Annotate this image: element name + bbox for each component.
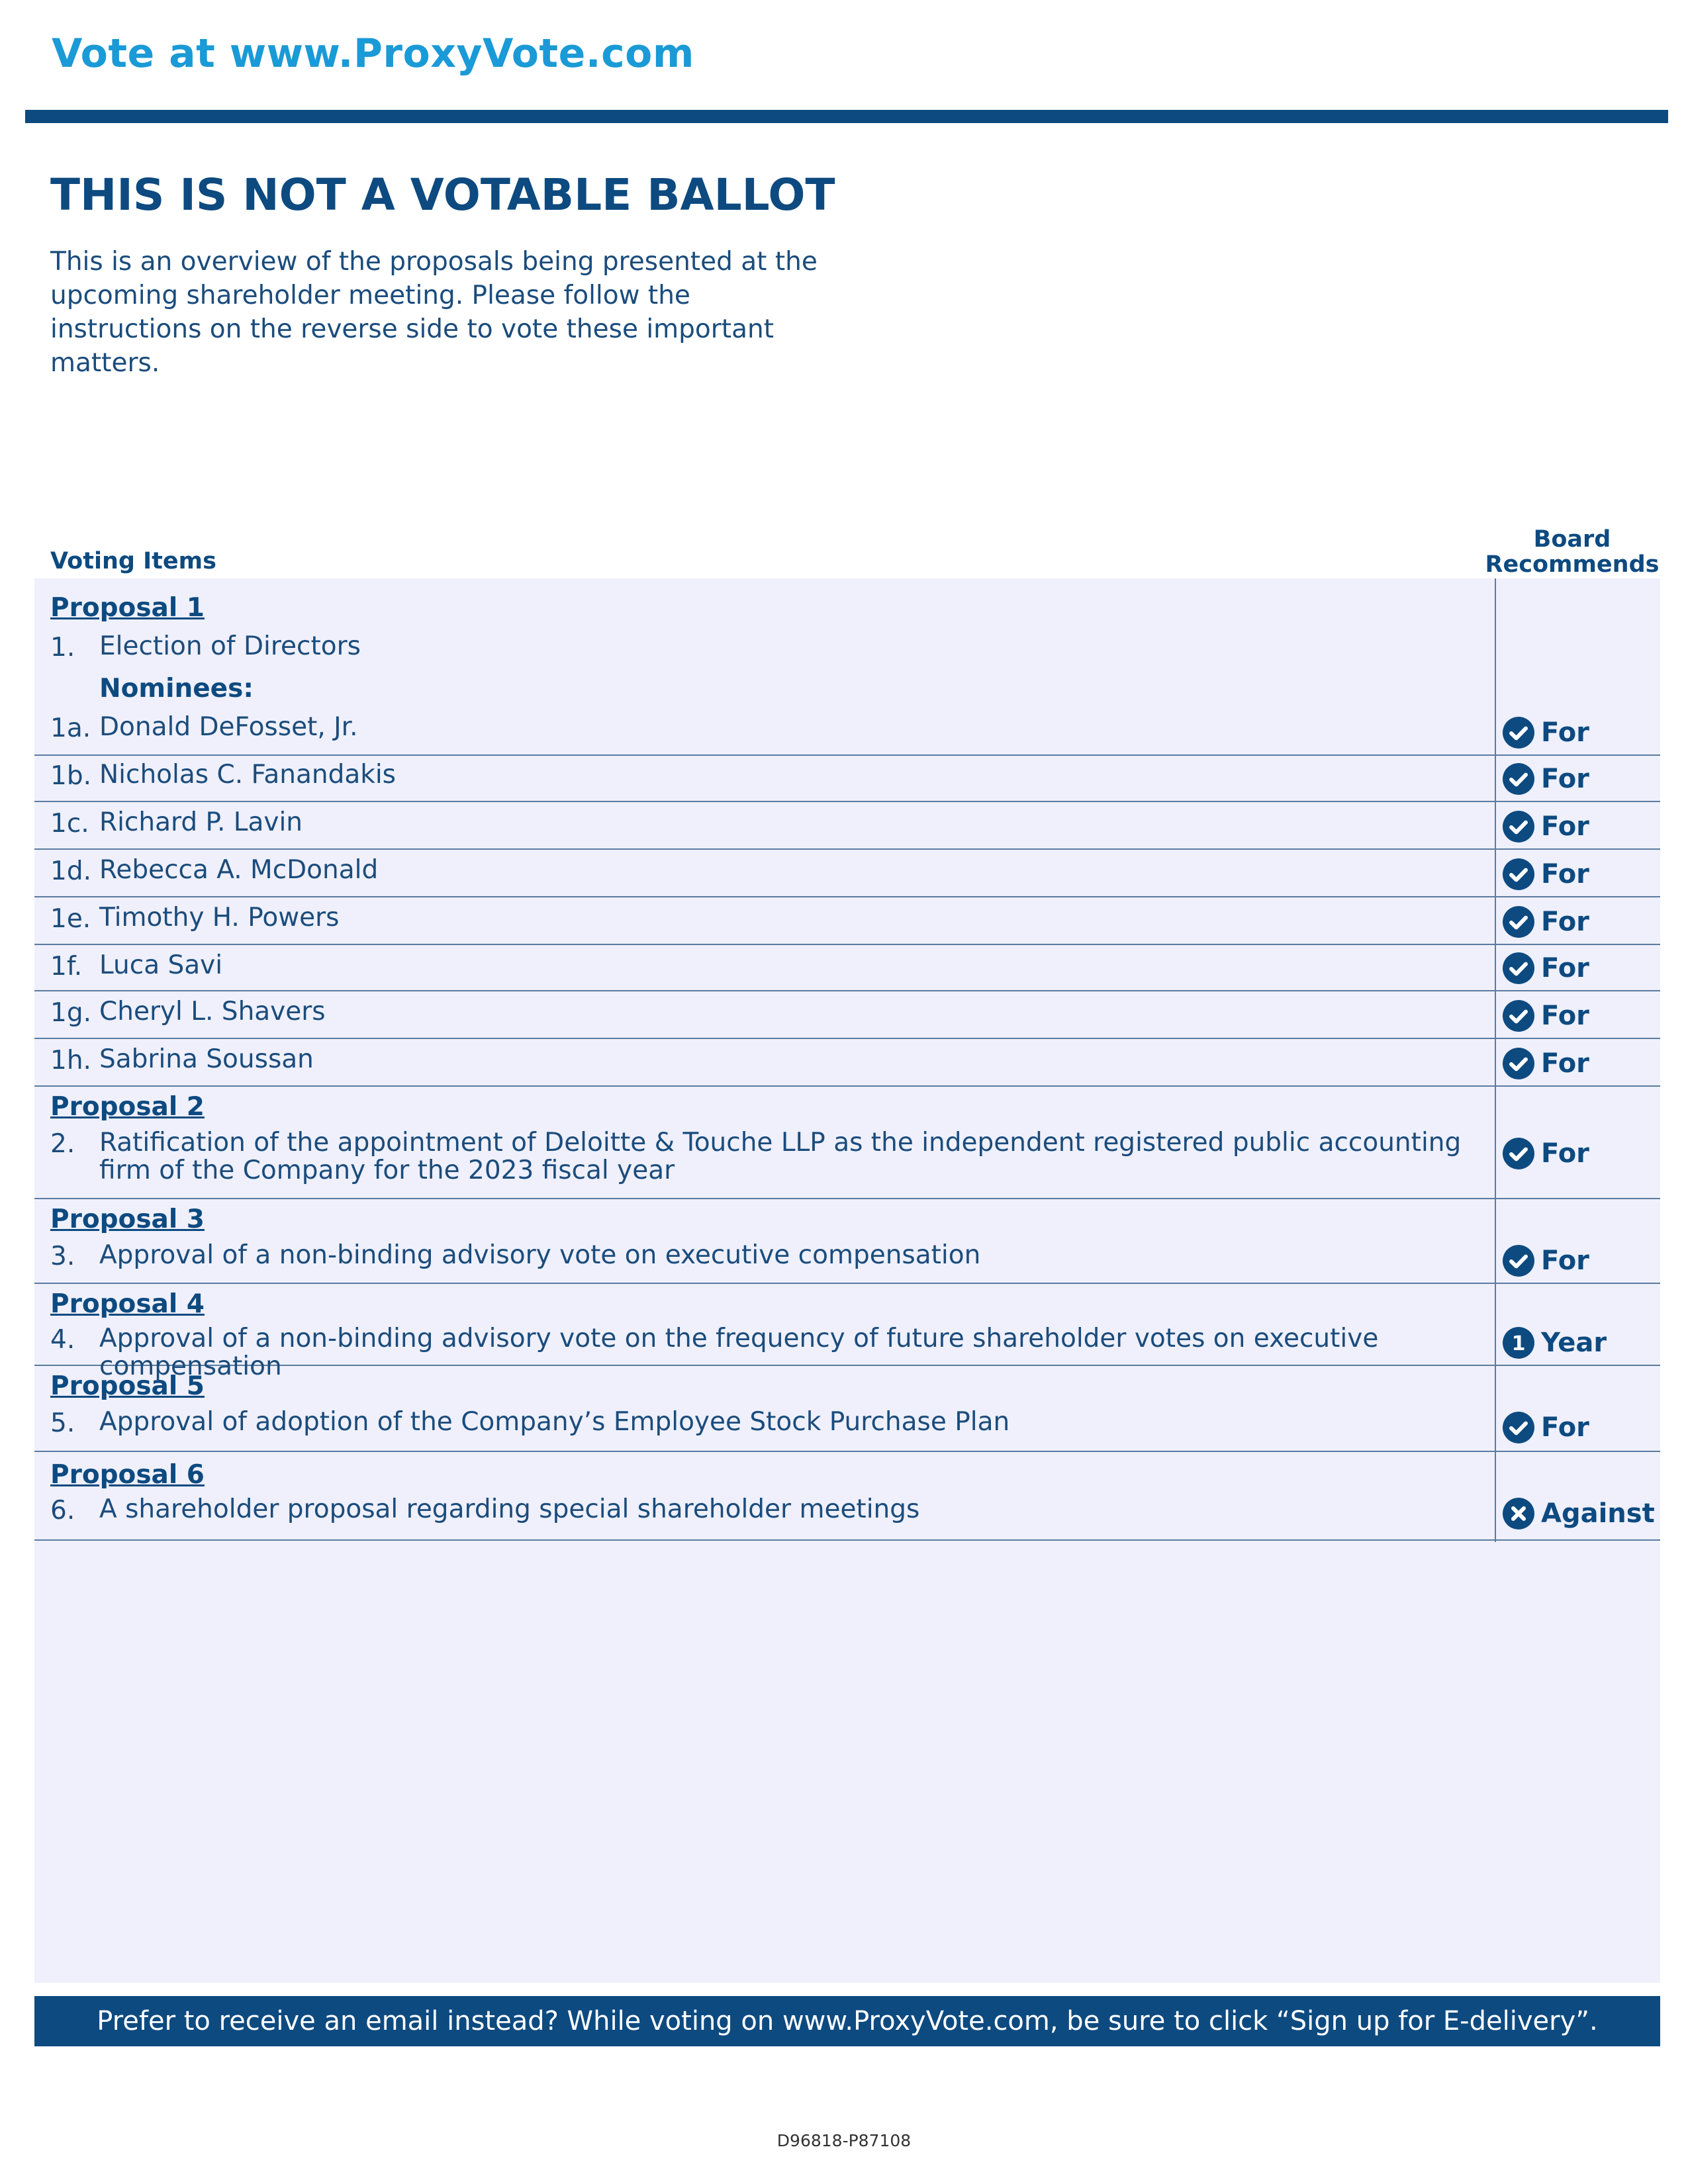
board-recommendation: [1503, 858, 1589, 891]
nominee-id: 1h.: [50, 1046, 91, 1075]
nominee-name: Rebecca A. McDonald: [99, 855, 379, 885]
board-recommends-header: [1483, 527, 1662, 577]
recommendation-label: For: [1541, 1048, 1589, 1079]
board-recommendation: [1503, 1326, 1607, 1359]
nominee-id: 1d.: [50, 856, 91, 886]
board-recommendation: [1503, 810, 1589, 843]
board-recommendation: [1503, 905, 1589, 938]
check-circle-icon: [1503, 1048, 1534, 1079]
proposal-number: 1.: [50, 633, 75, 662]
proposal-1-row: [34, 578, 1660, 756]
check-circle-icon: [1503, 858, 1534, 890]
board-recommendation: [1503, 1244, 1589, 1277]
nominee-row: [34, 991, 1660, 1039]
check-circle-icon: [1503, 1138, 1534, 1169]
recommendation-label: For: [1541, 811, 1589, 842]
check-circle-icon: [1503, 1000, 1534, 1032]
proposal-number: 6.: [50, 1496, 75, 1525]
document-code: D96818-P87108: [776, 2131, 912, 2150]
check-circle-icon: [1503, 906, 1534, 938]
check-circle-icon: [1503, 763, 1534, 795]
proposal-number: 3.: [50, 1242, 75, 1271]
recommendation-label: For: [1541, 907, 1589, 937]
edelivery-banner: [34, 1996, 1660, 2046]
nominee-row: [34, 802, 1660, 850]
nominee-name: Donald DeFosset, Jr.: [99, 712, 358, 742]
nominees-label: Nominees:: [99, 674, 254, 704]
board-recommendation: [1503, 1497, 1655, 1530]
recommendation-label: For: [1541, 1246, 1589, 1276]
proposal-number: 5.: [50, 1408, 75, 1438]
one-circle-icon-text: 1: [1511, 1332, 1526, 1355]
check-circle-icon: [1503, 717, 1534, 749]
proposal-number: 4.: [50, 1325, 75, 1355]
proposal-title: Proposal 5: [50, 1371, 205, 1401]
nominee-id: 1a.: [50, 713, 91, 743]
nominee-name: Cheryl L. Shavers: [99, 997, 326, 1026]
nominee-id: 1e.: [50, 904, 91, 934]
board-recommendation: [1503, 1047, 1589, 1080]
recommendation-label: Against: [1541, 1498, 1655, 1529]
check-circle-icon: [1503, 811, 1534, 842]
check-circle-icon: [1503, 1245, 1534, 1277]
recommendation-label: For: [1541, 1001, 1589, 1031]
proposal-title: Proposal 6: [50, 1460, 205, 1490]
proposal-text: Approval of a non-binding advisory vote on executive compensation: [99, 1240, 981, 1270]
proposal-text: Approval of adoption of the Company’s Employee Stock Purchase Plan: [99, 1407, 1010, 1437]
proposal-text: Election of Directors: [99, 631, 361, 661]
recommendation-label: For: [1541, 953, 1589, 983]
edelivery-text: Prefer to receive an email instead? While voting on www.ProxyVote.com, be sure to click “Sign up for E-delivery”.: [97, 2006, 1598, 2036]
proposal-title: Proposal 1: [50, 593, 205, 623]
proposal-text: Approval of a non-binding advisory vote on the frequency of future shareholder votes on executive compensation: [99, 1324, 1379, 1381]
nominee-id: 1g.: [50, 998, 91, 1028]
proposal-2-row: [34, 1087, 1660, 1199]
nominee-name: Nicholas C. Fanandakis: [99, 760, 396, 790]
voting-items-header: Voting Items: [50, 548, 216, 574]
board-recommendation: [1503, 1137, 1589, 1170]
nominee-id: 1f.: [50, 952, 83, 981]
board-recommendation: [1503, 952, 1589, 985]
nominee-name: Richard P. Lavin: [99, 807, 303, 837]
x-circle-icon: [1503, 1498, 1534, 1529]
intro-paragraph: This is an overview of the proposals being presented at the upcoming shareholder meeting. Please follow the instructions on the reverse side to vote these important matters.: [50, 247, 818, 378]
nominee-name: Luca Savi: [99, 950, 223, 980]
board-recommendation: [1503, 999, 1589, 1032]
proposal-text: Ratification of the appointment of Deloitte & Touche LLP as the independent registered public accounting firm of the Company for the 2023 fiscal year: [99, 1128, 1462, 1185]
recommendation-label: For: [1541, 764, 1589, 794]
nominee-id: 1b.: [50, 761, 91, 791]
recommendation-label: For: [1541, 717, 1589, 748]
board-recommendation: [1503, 716, 1589, 749]
nominee-row: [34, 850, 1660, 897]
proposal-title: Proposal 2: [50, 1092, 205, 1122]
nominee-row: [34, 945, 1660, 991]
proposal-6-row: [34, 1452, 1660, 1541]
proxyvote-url-heading: Vote at www.ProxyVote.com: [52, 30, 694, 77]
one-circle-icon: [1503, 1327, 1534, 1359]
recommendation-label: Year: [1541, 1328, 1607, 1358]
nominee-name: Sabrina Soussan: [99, 1044, 314, 1074]
proposal-5-row: [34, 1366, 1660, 1452]
page-title: THIS IS NOT A VOTABLE BALLOT: [50, 169, 835, 220]
recommendation-label: For: [1541, 1412, 1589, 1443]
proposal-text: A shareholder proposal regarding special shareholder meetings: [99, 1494, 920, 1524]
proposal-title: Proposal 4: [50, 1289, 205, 1319]
board-recommendation: [1503, 762, 1589, 796]
proposal-number: 2.: [50, 1129, 75, 1159]
nominee-name: Timothy H. Powers: [99, 903, 340, 933]
nominee-row: [34, 754, 1660, 802]
header-divider: [25, 110, 1668, 123]
check-circle-icon: [1503, 952, 1534, 984]
nominee-row: [34, 897, 1660, 945]
proposal-title: Proposal 3: [50, 1205, 205, 1234]
check-circle-icon: [1503, 1412, 1534, 1443]
board-recommends-line1: Board: [1533, 526, 1611, 553]
proposal-3-row: [34, 1199, 1660, 1284]
nominee-row: [34, 1039, 1660, 1087]
nominee-id: 1c.: [50, 809, 89, 839]
recommendation-label: For: [1541, 859, 1589, 889]
proposal-4-row: [34, 1284, 1660, 1381]
board-recommendation: [1503, 1411, 1589, 1444]
recommendation-label: For: [1541, 1138, 1589, 1169]
board-recommends-line2: Recommends: [1485, 551, 1660, 578]
